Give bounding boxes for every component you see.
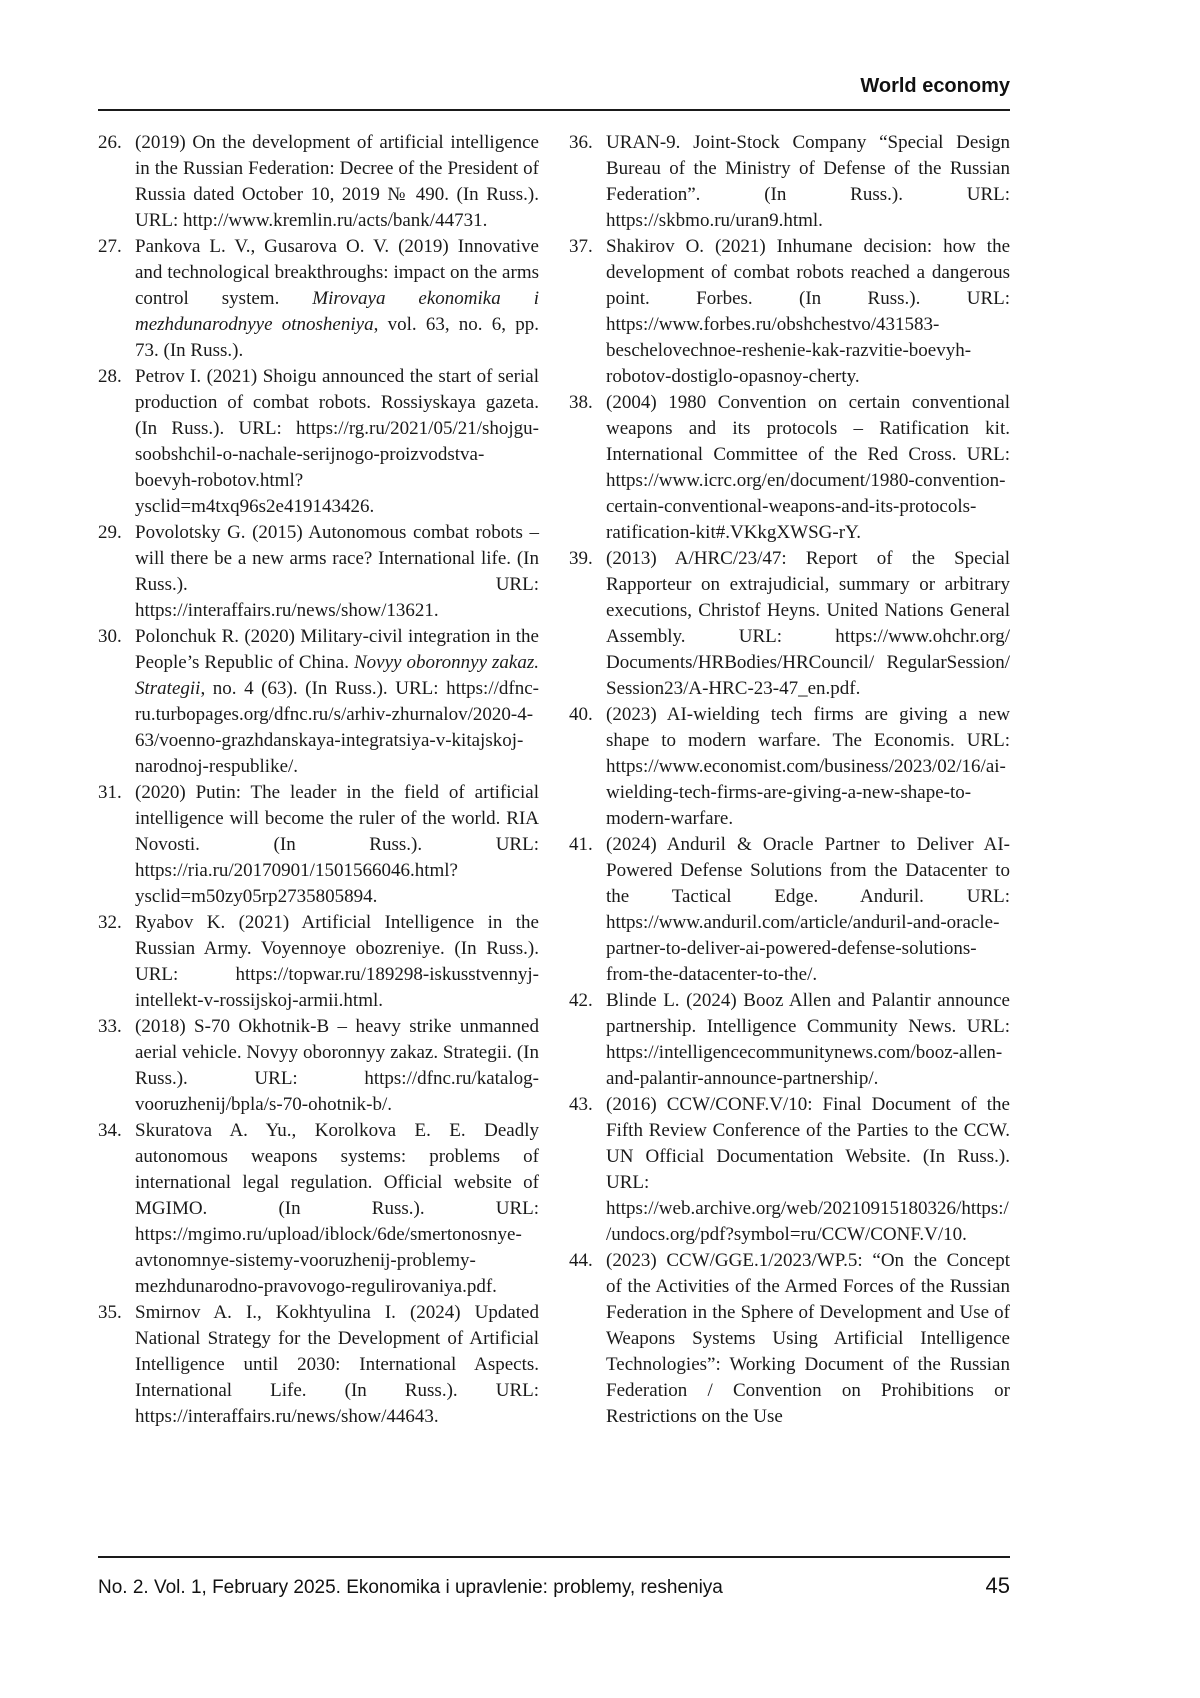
reference-number: 41. (569, 834, 593, 855)
reference-item (98, 364, 539, 520)
reference-text-segment: (2004) 1980 Convention on certain conventional weapons and its protocols – Ratification kit. International Committee of the Red Cross. URL: https://www.icrc.org/en/document/1980-convention-certain-conventional-weapons-and-its-protocols-ratification-kit#.VKkgXWSG-rY. (606, 392, 1010, 543)
reference-text-segment: Povolotsky G. (2015) Autonomous combat robots – will there be a new arms race? International life. (In Russ.). URL: https://interaffairs.ru/news/show/13621. (135, 522, 539, 621)
reference-number: 31. (98, 782, 122, 803)
page-footer (98, 1556, 1010, 1599)
reference-text (135, 1120, 539, 1297)
reference-text-segment: , vol. 63, no. 6, pp. 73. (In Russ.). (135, 314, 540, 361)
references-column-right (569, 130, 1010, 1542)
reference-text-segment: (2018) S-70 Okhotnik-B – heavy strike unmanned aerial vehicle. Novyy oboronnyy zakaz. Strategii. (In Russ.). URL: https://dfnc.ru/katalog-vooruzhenij/bpla/s-70-ohotnik-b/. (135, 1016, 539, 1115)
references-column-left (98, 130, 539, 1542)
reference-text-segment: (2023) AI-wielding tech firms are giving a new shape to modern warfare. The Economis. URL: https://www.economist.com/business/2023/02/16/ai-wielding-tech-firms-are-giving-a-new-shape-to-modern-warfare. (606, 704, 1010, 829)
reference-item (569, 546, 1010, 702)
reference-text (606, 704, 1010, 829)
reference-item (98, 624, 539, 780)
reference-text (135, 1016, 539, 1115)
reference-text (135, 782, 539, 907)
journal-info-line: No. 2. Vol. 1, February 2025. Ekonomika i upravlenie: problemy, resheniya (98, 1577, 723, 1598)
reference-number: 28. (98, 366, 122, 387)
reference-text-segment: Blinde L. (2024) Booz Allen and Palantir announce partnership. Intelligence Community News. URL: https://intelligencecommunitynews.com/booz-allen-and-palantir-announce-partnership/. (606, 990, 1010, 1089)
reference-text (606, 1094, 1010, 1245)
reference-text-segment: (2016) CCW/CONF.V/10: Final Document of the Fifth Review Conference of the Parties to the CCW. UN Official Documentation Website. (In Russ.). URL: https://web.archive.org/web/20210915180326/https://undocs.org/pdf?symbol=ru/CCW/CONF.V/10. (606, 1094, 1010, 1245)
reference-number: 34. (98, 1120, 122, 1141)
reference-text-segment: Novyy oboronnyy zakaz. Strategii (135, 652, 539, 699)
reference-number: 29. (98, 522, 122, 543)
reference-item (569, 130, 1010, 234)
reference-item (569, 702, 1010, 832)
reference-number: 35. (98, 1302, 122, 1323)
reference-number: 32. (98, 912, 122, 933)
reference-text-segment: (2019) On the development of artificial intelligence in the Russian Federation: Decree of the President of Russia dated October 10, 2019 № 490. (In Russ.). URL: http://www.kremlin.ru/acts/bank/44731. (135, 132, 539, 231)
reference-item (98, 1014, 539, 1118)
reference-item (569, 832, 1010, 988)
reference-text-segment: URAN-9. Joint-Stock Company “Special Design Bureau of the Ministry of Defense of the Russian Federation”. (In Russ.). URL: https://skbmo.ru/uran9.html. (606, 132, 1010, 231)
reference-text-segment: (2020) Putin: The leader in the field of artificial intelligence will become the ruler of the world. RIA Novosti. (In Russ.). URL: https://ria.ru/20170901/1501566046.html?ysclid=m50zy05rp2735805894. (135, 782, 539, 907)
reference-number: 30. (98, 626, 122, 647)
reference-text (135, 236, 539, 361)
reference-text-segment: Smirnov A. I., Kokhtyulina I. (2024) Updated National Strategy for the Development of Artificial Intelligence until 2030: International Aspects. International Life. (In Russ.). URL: https://interaffairs.ru/news/show/44643. (135, 1302, 539, 1427)
reference-number: 27. (98, 236, 122, 257)
reference-number: 33. (98, 1016, 122, 1037)
reference-number: 26. (98, 132, 122, 153)
reference-text (606, 834, 1010, 985)
reference-item (98, 780, 539, 910)
reference-item (569, 1092, 1010, 1248)
reference-number: 42. (569, 990, 593, 1011)
reference-number: 38. (569, 392, 593, 413)
reference-text (135, 132, 539, 231)
reference-item (98, 130, 539, 234)
running-head-section-title: World economy (860, 75, 1010, 97)
reference-number: 39. (569, 548, 593, 569)
header-rule (98, 109, 1010, 111)
reference-text-segment: , no. 4 (63). (In Russ.). URL: https://dfnc-ru.turbopages.org/dfnc.ru/s/arhiv-zhurnalov/2020-4-63/voenno-grazhdanskaya-integratsiya-v-kitajskoj-narodnoj-respublike/. (135, 678, 539, 777)
reference-text-segment: (2013) A/HRC/23/47: Report of the Special Rapporteur on extrajudicial, summary or arbitrary executions, Christof Heyns. United Nations General Assembly. URL: https://www.ohchr.org/ Documents/HRBodies/HRCouncil/ RegularSession/ Session23/A-HRC-23-47_en.pdf. (606, 548, 1010, 699)
reference-text (606, 132, 1010, 231)
reference-text (606, 392, 1010, 543)
reference-text-segment: (2023) CCW/GGE.1/2023/WP.5: “On the Concept of the Activities of the Armed Forces of the Russian Federation in the Sphere of Development and Use of Weapons Systems Using Artificial Intelligence Technologies”: Working Document of the Russian Federation / Convention on Prohibitions or Restrictions on the Use (606, 1250, 1010, 1427)
reference-text (135, 626, 539, 777)
reference-number: 43. (569, 1094, 593, 1115)
reference-text-segment: Pankova L. V., Gusarova O. V. (2019) Innovative and technological breakthroughs: impact on the arms control system. (135, 236, 539, 309)
footer-rule (98, 1556, 1010, 1558)
reference-text-segment: Shakirov O. (2021) Inhumane decision: how the development of combat robots reached a dangerous point. Forbes. (In Russ.). URL: https://www.forbes.ru/obshchestvo/431583-beschelovechnoe-reshenie-kak-razvitie-boevyh-robotov-dostiglo-opasnoy-cherty. (606, 236, 1010, 387)
reference-item (98, 1300, 539, 1430)
reference-text (606, 990, 1010, 1089)
reference-text (135, 912, 539, 1011)
reference-item (98, 520, 539, 624)
reference-text-segment: Polonchuk R. (2020) Military-civil integration in the People’s Republic of China. (135, 626, 539, 673)
reference-number: 44. (569, 1250, 593, 1271)
reference-text-segment: Mirovaya ekonomika i mezhdunarodnyye otnosheniya (135, 288, 539, 335)
reference-item (569, 988, 1010, 1092)
page-header (98, 74, 1010, 111)
reference-text (135, 522, 539, 621)
references-section (98, 130, 1010, 1542)
reference-item (98, 234, 539, 364)
reference-item (569, 1248, 1010, 1430)
reference-text (135, 366, 539, 517)
reference-number: 36. (569, 132, 593, 153)
reference-text (606, 548, 1010, 699)
reference-item (98, 1118, 539, 1300)
reference-text (606, 236, 1010, 387)
reference-text (135, 1302, 539, 1427)
reference-number: 37. (569, 236, 593, 257)
reference-text-segment: (2024) Anduril & Oracle Partner to Deliver AI-Powered Defense Solutions from the Datacenter to the Tactical Edge. Anduril. URL: https://www.anduril.com/article/anduril-and-oracle-partner-to-deliver-ai-powered-defense-solutions-from-the-datacenter-to-the/. (606, 834, 1010, 985)
reference-item (569, 390, 1010, 546)
page-number: 45 (985, 1573, 1010, 1598)
reference-number: 40. (569, 704, 593, 725)
reference-text-segment: Skuratova A. Yu., Korolkova E. E. Deadly autonomous weapons systems: problems of international legal regulation. Official website of MGIMO. (In Russ.). URL: https://mgimo.ru/upload/iblock/6de/smertonosnye-avtonomnye-sistemy-vooruzhenij-problemy-mezhdunarodno-pravovogo-regulirovaniya.pdf. (135, 1120, 539, 1297)
reference-item (98, 910, 539, 1014)
reference-text-segment: Petrov I. (2021) Shoigu announced the start of serial production of combat robots. Rossiyskaya gazeta. (In Russ.). URL: https://rg.ru/2021/05/21/shojgu-soobshchil-o-nachale-serijnogo-proizvodstva-boevyh-robotov.html?ysclid=m4txq96s2e419143426. (135, 366, 539, 517)
reference-item (569, 234, 1010, 390)
reference-text-segment: Ryabov K. (2021) Artificial Intelligence in the Russian Army. Voyennoye obozreniye. (In Russ.). URL: https://topwar.ru/189298-iskusstvennyj-intellekt-v-rossijskoj-armii.html. (135, 912, 539, 1011)
reference-text (606, 1250, 1010, 1427)
